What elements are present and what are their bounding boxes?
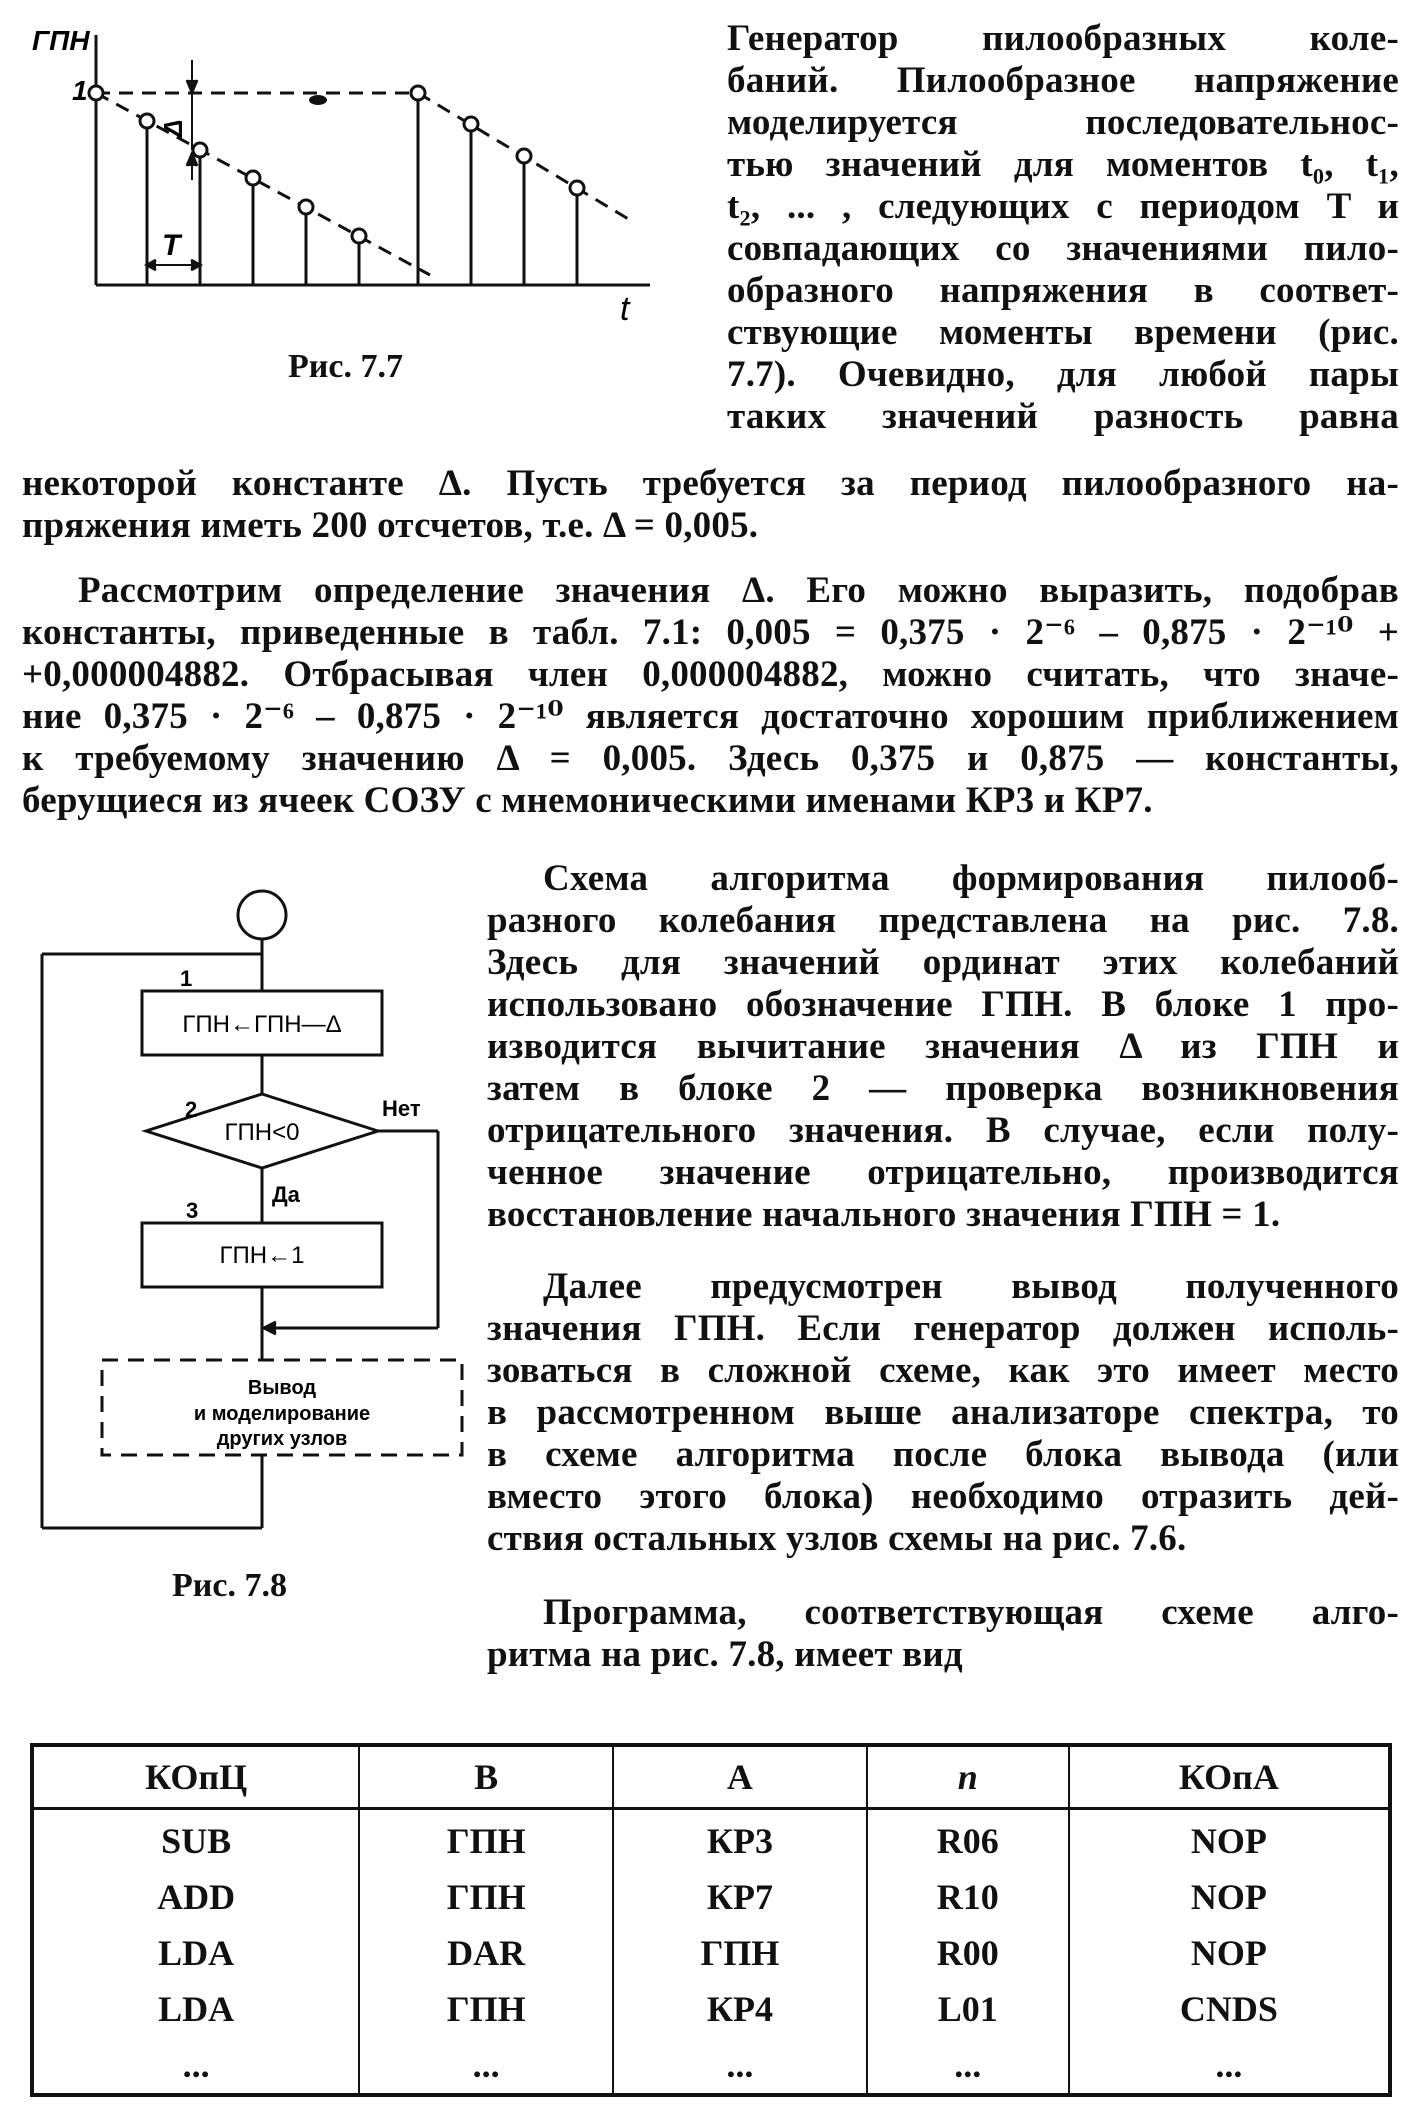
table-cell: ... [1069, 2037, 1390, 2095]
x-axis-label: t [620, 290, 630, 328]
block-3-number: 3 [186, 1198, 199, 1223]
table-cell: ... [613, 2037, 867, 2095]
table-cell: R10 [867, 1869, 1069, 1925]
delta-label: Δ [158, 119, 188, 137]
table-cell: ... [182, 2045, 210, 2085]
block-2-label: ГПН<0 [224, 1119, 300, 1146]
table-cell: LDA [158, 1989, 235, 2029]
table-cell: КР7 [613, 1869, 867, 1925]
block-3-label: ГПН←1 [219, 1242, 305, 1269]
header-n: n [867, 1745, 1069, 1809]
paragraph-sawtooth-continued: некоторой константе Δ. Пусть требуется за период пилообразного на- пряжения иметь 200 отсчетов, т.е. Δ = 0,005. [22, 463, 1399, 546]
table-cell: ... [867, 2037, 1069, 2095]
table-cell: NOP [1069, 1925, 1390, 1981]
table-row [32, 1869, 1390, 1925]
header-a: A [613, 1745, 867, 1809]
block-4-line-2: и моделирование [193, 1403, 371, 1425]
no-label: Нет [382, 1096, 421, 1121]
header-b: B [359, 1745, 613, 1809]
block-2-number: 2 [185, 1097, 198, 1122]
block-1-label: ГПН←ГПН—Δ [182, 1011, 342, 1038]
table-row [32, 2037, 1390, 2095]
figure-7-8-flowchart [20, 880, 480, 1540]
header-kopc: КОпЦ [32, 1745, 359, 1809]
paragraph-program-intro: Программа, соответствующая схеме алго- ритма на рис. 7.8, имеет вид [487, 1592, 1399, 1675]
block-1-number: 1 [180, 966, 193, 991]
header-kopa: КОпА [1069, 1745, 1390, 1809]
table-row [32, 1925, 1390, 1981]
table-cell: ГПН [359, 1869, 613, 1925]
program-table [30, 1743, 1392, 2097]
period-label: T [162, 229, 181, 262]
paragraph-sawtooth-intro: Генератор пилообразных коле- баний. Пилообразное напряжение моделируется последовательнос- тью значений для моментов t₀, t₁, t₂, ... , следующих с периодом T и совпадающих со значениями пило- образного напряжения в соответ- ствующие моменты времени (рис. 7.7). Очевидно, для любой пары таких значений разность равна [727, 18, 1399, 437]
table-cell: КР4 [613, 1981, 867, 2037]
table-cell: CNDS [1069, 1981, 1390, 2037]
table-cell: R06 [867, 1809, 1069, 1870]
table-cell: КР3 [613, 1809, 867, 1870]
figure-7-7-sawtooth-plot [32, 20, 660, 350]
table-cell: R00 [867, 1925, 1069, 1981]
table-row [32, 1809, 1390, 1870]
table-cell: NOP [1069, 1869, 1390, 1925]
table-cell: DAR [359, 1925, 613, 1981]
table-cell: ГПН [613, 1925, 867, 1981]
block-4-line-3: других узлов [216, 1428, 348, 1450]
start-terminal [238, 891, 286, 939]
table-cell: SUB [161, 1821, 232, 1861]
paragraph-delta-definition: Рассмотрим определение значения Δ. Его можно выразить, подобрав константы, приведенные в табл. 7.1: 0,005 = 0,375 · 2⁻⁶ – 0,875 · 2⁻¹⁰ + +0,000004882. Отбрасывая член 0,000004882, можно считать, что значе- ние 0,375 · 2⁻⁶ – 0,875 · 2⁻¹⁰ является достаточно хорошим приближением к требуемому значению Δ = 0,005. Здесь 0,375 и 0,875 — константы, берущиеся из ячеек СОЗУ с мнемоническими именами КР3 и КР7. [22, 570, 1399, 821]
table-cell: ... [359, 2037, 613, 2095]
table-cell: LDA [158, 1933, 235, 1973]
paragraph-output-block: Далее предусмотрен вывод полученного значения ГПН. Если генератор должен исполь- зоваться в сложной схеме, как это имеет место в рассмотренном выше анализаторе спектра, то в схеме алгоритма после блока вывода (или вместо этого блока) необходимо отразить дей- ствия остальных узлов схемы на рис. 7.6. [487, 1266, 1399, 1559]
table-cell: L01 [867, 1981, 1069, 2037]
table-cell: NOP [1069, 1809, 1390, 1870]
block-4-line-1: Вывод [247, 1377, 317, 1399]
table-cell: ГПН [359, 1981, 613, 2037]
yes-label: Да [272, 1182, 300, 1207]
table-header-row [32, 1745, 1390, 1809]
level-label: 1 [72, 75, 88, 106]
paragraph-flowchart-description: Схема алгоритма формирования пилооб- разного колебания представлена на рис. 7.8. Здесь для значений ординат этих колебаний использовано обозначение ГПН. В блоке 1 про- изводится вычитание значения Δ из ГПН и затем в блоке 2 — проверка возникновения отрицательного значения. В случае, если полу- ченное значение отрицательно, производится восстановление начального значения ГПН = 1. [487, 858, 1399, 1235]
table-cell: ADD [157, 1877, 236, 1917]
y-axis-label: ГПН [32, 25, 90, 56]
table-cell: ГПН [359, 1809, 613, 1870]
figure-7-7-caption: Рис. 7.7 [288, 348, 403, 385]
table-row [32, 1981, 1390, 2037]
figure-7-8-caption: Рис. 7.8 [172, 1567, 287, 1604]
